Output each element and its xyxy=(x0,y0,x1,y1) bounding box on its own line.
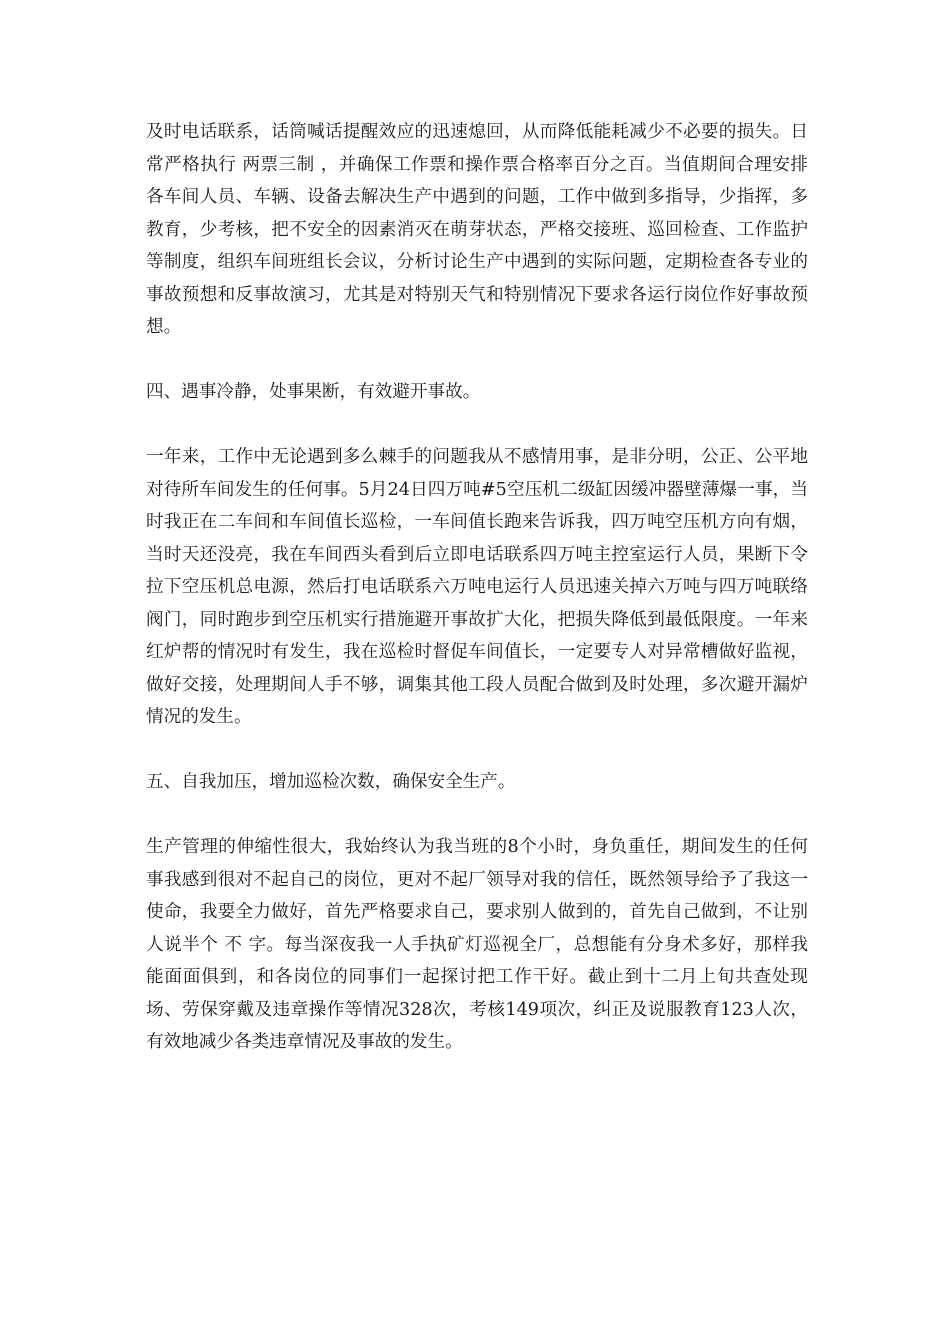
body-paragraph: 一年来，工作中无论遇到多么棘手的问题我从不感情用事，是非分明，公正、公平地对待所车间发生的任何事。5月24日四万吨#5空压机二级缸因缓冲器壁薄爆一事，当时我正在二车间和车间值长巡检，一车间值长跑来告诉我，四万吨空压机方向有烟，当时天还没亮，我在车间西头看到后立即电话联系四万吨主控室运行人员，果断下令拉下空压机总电源，然后打电话联系六万吨电运行人员迅速关掉六万吨与四万吨联络阀门，同时跑步到空压机实行措施避开事故扩大化，把损失降低到最低限度。一年来红炉帮的情况时有发生，我在巡检时督促车间值长，一定要专人对异常槽做好监视，做好交接，处理期间人手不够，调集其他工段人员配合做到及时处理，多次避开漏炉情况的发生。 xyxy=(146,447,808,727)
section-heading: 五、自我加压，增加巡检次数，确保安全生产。 xyxy=(146,772,516,792)
document-page xyxy=(146,116,808,1091)
body-paragraph: 生产管理的伸缩性很大，我始终认为我当班的8个小时，身负重任，期间发生的任何事我感到很对不起自己的岗位，更对不起厂领导对我的信任，既然领导给予了我这一使命，我要全力做好，首先严格要求自己，要求别人做到的，首先自己做到，不让别人说半个 不 字。每当深夜我一人手执矿灯巡视全厂，总想能有分身术多好，那样我能面面俱到，和各岗位的同事们一起探讨把工作干好。截止到十二月上旬共查处现场、劳保穿戴及违章操作等情况328次，考核149项次，纠正及说服教育123人次，有效地减少各类违章情况及事故的发生。 xyxy=(146,837,808,1052)
section-heading: 四、遇事冷静，处事果断，有效避开事故。 xyxy=(146,382,481,402)
body-paragraph: 及时电话联系，话筒喊话提醒效应的迅速熄回，从而降低能耗减少不必要的损失。日常严格执行 两票三制 ，并确保工作票和操作票合格率百分之百。当值期间合理安排各车间人员、车辆、设备去解决生产中遇到的问题，工作中做到多指导，少指挥，多教育，少考核，把不安全的因素消灭在萌芽状态，严格交接班、巡回检查、工作监护等制度，组织车间班组长会议，分析讨论生产中遇到的实际问题，定期检查各专业的事故预想和反事故演习，尤其是对特别天气和特别情况下要求各运行岗位作好事故预想。 xyxy=(146,122,808,337)
